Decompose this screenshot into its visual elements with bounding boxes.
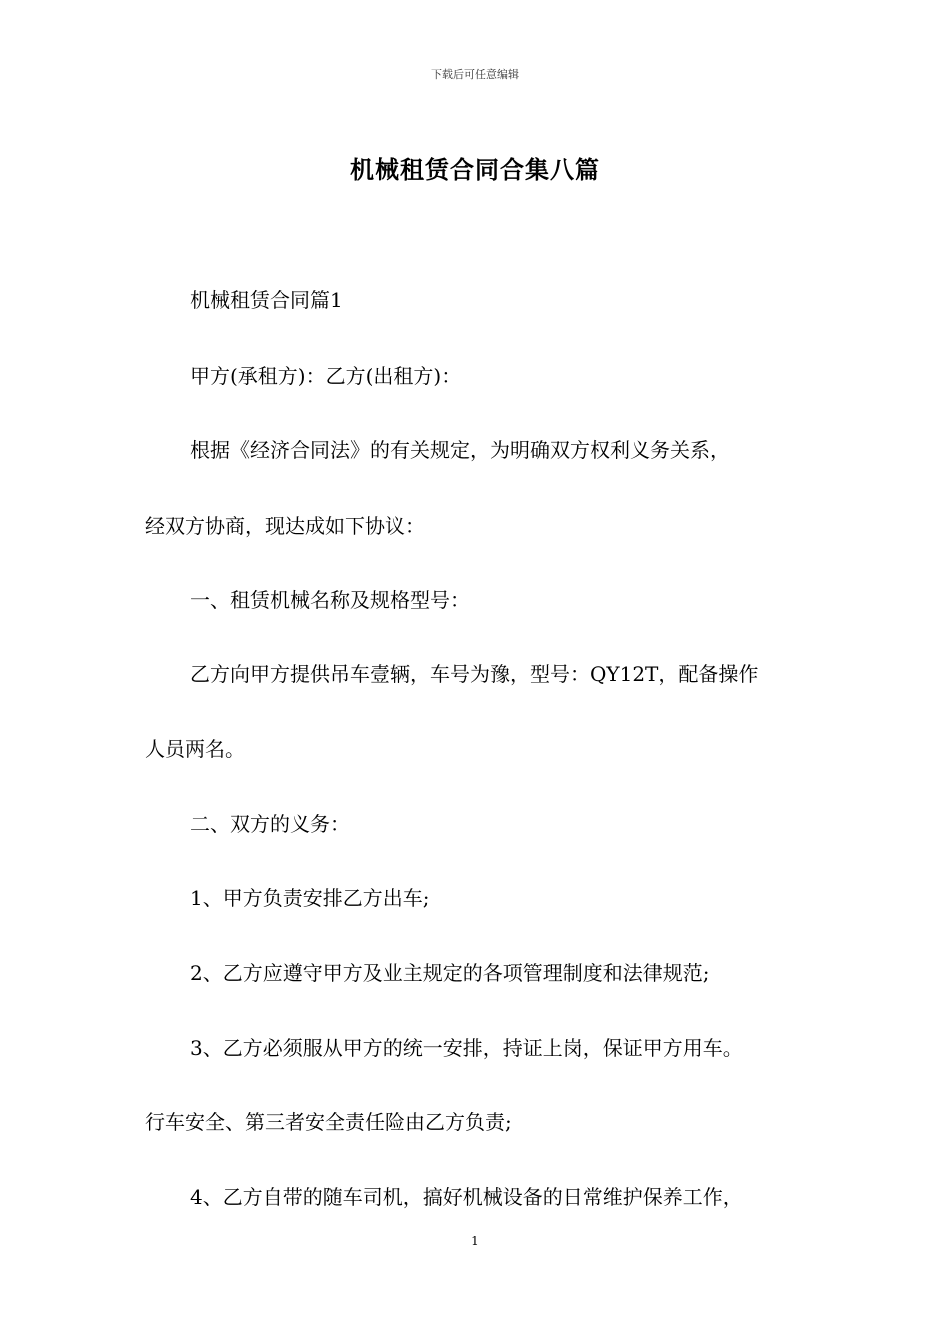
paragraph-line: 人员两名。	[145, 737, 245, 761]
section-heading: 机械租赁合同篇1	[190, 288, 343, 312]
paragraph-line: 甲方(承租方)：乙方(出租方)：	[190, 364, 462, 388]
paragraph-line: 乙方向甲方提供吊车壹辆，车号为豫，型号：QY12T，配备操作	[190, 662, 759, 686]
paragraph-line: 根据《经济合同法》的有关规定，为明确双方权利义务关系，	[190, 438, 730, 462]
paragraph-line: 行车安全、第三者安全责任险由乙方负责;	[145, 1110, 512, 1134]
document-title: 机械租赁合同合集八篇	[350, 156, 600, 184]
paragraph-line: 1、甲方负责安排乙方出车;	[190, 886, 430, 910]
paragraph-line: 2、乙方应遵守甲方及业主规定的各项管理制度和法律规范;	[190, 961, 710, 985]
paragraph-line: 4、乙方自带的随车司机，搞好机械设备的日常维护保养工作，	[190, 1185, 743, 1209]
paragraph-line: 3、乙方必须服从甲方的统一安排，持证上岗，保证甲方用车。	[190, 1036, 743, 1060]
paragraph-line: 经双方协商，现达成如下协议：	[145, 514, 425, 538]
header-note: 下载后可任意编辑	[431, 68, 519, 81]
paragraph-line: 二、双方的义务：	[190, 812, 350, 836]
page-number: 1	[471, 1234, 479, 1248]
paragraph-line: 一、租赁机械名称及规格型号：	[190, 588, 470, 612]
